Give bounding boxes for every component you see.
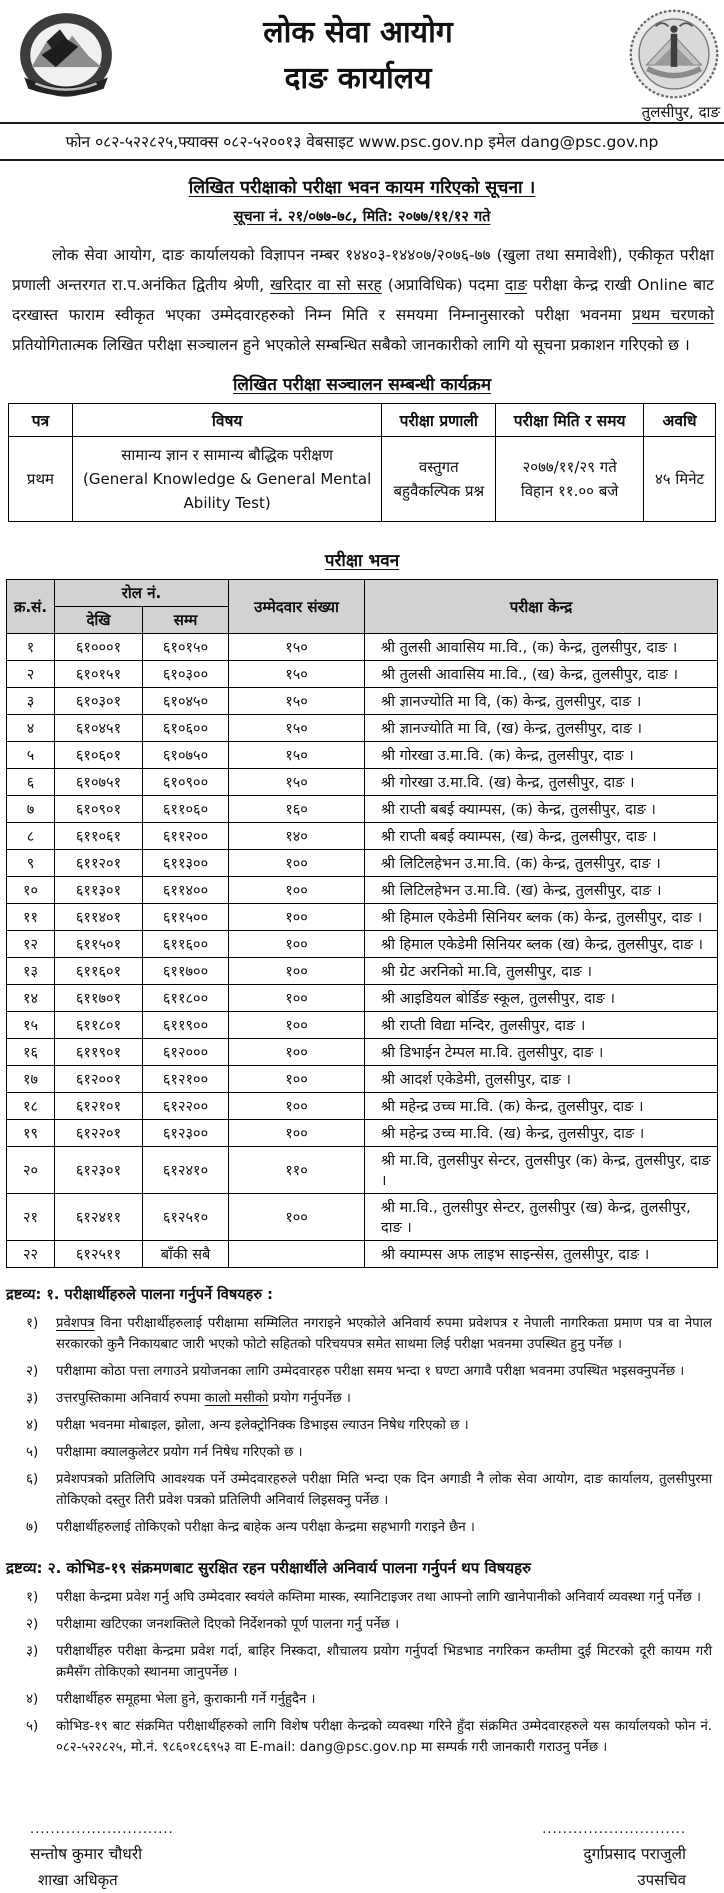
note-text [56, 1469, 716, 1511]
exam-center-cell: श्री हिमाल एकेडेमी सिनियर ब्लक (ख) केन्द्र, तुलसीपुर, दाङ । [365, 931, 718, 958]
serial-cell: १२ [7, 931, 55, 958]
exam-halls-table [6, 579, 718, 1268]
exam-center-cell: श्री तुलसी आवासिय मा.वि., (क) केन्द्र, तुलसीपुर, दाङ । [365, 634, 718, 661]
serial-cell: ८ [7, 823, 55, 850]
schedule-header-row [9, 404, 716, 437]
table-row [7, 715, 718, 742]
note-text [56, 1415, 716, 1436]
candidate-count-cell: १०० [229, 985, 365, 1012]
signatory-title: शाखा अधिकृत [38, 1871, 118, 1889]
roll-from-cell: ६११४०१ [55, 904, 143, 931]
signatory-name: सन्तोष कुमार चौधरी [30, 1845, 143, 1863]
roll-to-cell: ६११०६० [143, 796, 229, 823]
note-item [26, 1388, 716, 1409]
roll-from-cell: ६१०३०१ [55, 688, 143, 715]
note-text [56, 1716, 716, 1758]
table-row [7, 985, 718, 1012]
serial-cell: ४ [7, 715, 55, 742]
candidate-count-cell [229, 1241, 365, 1268]
serial-cell: ३ [7, 688, 55, 715]
header-titles [124, 8, 592, 98]
note-text [56, 1641, 716, 1683]
note-number: ३) [26, 1643, 39, 1659]
exam-center-cell: श्री ज्ञानज्योति मा वि, (ख) केन्द्र, तुलसीपुर, दाङ । [365, 715, 718, 742]
text-segment: परीक्षामा खटिएका जनशक्तिले दिएको निर्देशनको पूर्ण पालना गर्नु पर्नेछ । [56, 1617, 400, 1632]
roll-from-cell: ६११७०१ [55, 985, 143, 1012]
text-segment: परीक्षामा कोठा पत्ता लगाउने प्रयोजनका लागि उम्मेदवारहरु परीक्षा समय भन्दा १ घण्टा अगावै परीक्षा भवनमा उपस्थित भइसक्नुपर्नेछ । [56, 1364, 685, 1379]
exam-halls-section-title: परीक्षा भवन [324, 551, 400, 571]
roll-from-cell: ६१२३०१ [55, 1147, 143, 1194]
candidate-count-cell: १०० [229, 904, 365, 931]
exam-center-cell: श्री महेन्द्र उच्च मा.वि. (क) केन्द्र, तुलसीपुर, दाङ । [365, 1093, 718, 1120]
note-text [56, 1442, 716, 1463]
cell-subject [72, 437, 381, 522]
office-location: तुलसीपुर, दाङ [641, 103, 720, 121]
note-text [56, 1614, 716, 1635]
note-item [26, 1587, 716, 1608]
note-item [26, 1517, 716, 1538]
underlined-text: प्रवेशपत्र [56, 1316, 95, 1331]
serial-cell: १४ [7, 985, 55, 1012]
system-line1: वस्तुगत [418, 458, 459, 476]
roll-to-cell: ६१२५१० [143, 1194, 229, 1241]
signature-right [542, 1822, 686, 1893]
exam-center-cell: श्री ग्रेट अरनिको मा.वि, तुलसीपुर, दाङ । [365, 958, 718, 985]
note-item [26, 1313, 716, 1355]
text-segment: (अप्राविधिक) पदमा [381, 276, 505, 294]
date-line1: २०७७/११/२९ गते [522, 458, 617, 476]
roll-to-cell: ६११२०० [143, 823, 229, 850]
divider-bottom [0, 159, 724, 161]
table-row [7, 1066, 718, 1093]
exam-center-cell: श्री महेन्द्र उच्च मा.वि. (ख) केन्द्र, तुलसीपुर, दाङ । [365, 1120, 718, 1147]
text-segment: परीक्षार्थीहरु परीक्षा केन्द्रमा प्रवेश गर्दा, बाहिर निस्कदा, शौचालय प्रयोग गर्नुपर्दा भिडभाड नगरिकन कम्तीमा दुई मिटरको दूरी कायम गरी क्रमैसँग तोकिएको स्थानमा जानुपर्नेछ । [56, 1644, 712, 1680]
signature-dots: ............................ [30, 1822, 174, 1837]
notes2-heading: द्रष्टव्य: २. कोभिड-१९ संक्रमणबाट सुरक्षित रहन परीक्षार्थीले अनिवार्य पालना गर्नुपर्न थप विषयहरु [6, 1559, 532, 1577]
roll-from-cell: ६११९०१ [55, 1039, 143, 1066]
roll-from-cell: ६१०६०१ [55, 742, 143, 769]
note-text [56, 1361, 716, 1382]
text-segment: कोभिड-१९ बाट संक्रमित परीक्षार्थीहरुको लागि विशेष परीक्षा केन्द्रको व्यवस्था गरिने हुँदा संक्रमित उम्मेदवारहरुले यस कार्यालयको फोन नं. ०८२-५२२८२५, मो.नं. ९८६०१८६९५३ वा E-mail: dang@psc.gov.np मा सम्पर्क गरी जानकारी गराउनु पर्नेछ । [56, 1719, 712, 1755]
system-line2: बहुवैकल्पिक प्रश्न [393, 482, 485, 500]
schedule-section-title: लिखित परीक्षा सञ्चालन सम्बन्धी कार्यक्रम [233, 375, 491, 395]
table-row [7, 1241, 718, 1268]
table-row [7, 1012, 718, 1039]
roll-to-cell: ६१०४५० [143, 688, 229, 715]
text-segment: विना परीक्षार्थीहरुलाई परीक्षामा सम्मिलित नगराइने भएकोले अनिवार्य रुपमा प्रवेशपत्र र नेपाली नागरिकता प्रमाण पत्र वा नेपाल सरकारको कुनै निकायबाट जारी भएको फोटो सहितको परिचयपत्र समेत साथमा लिई परीक्षा भवनमा उपस्थित हुनु पर्नेछ । [56, 1316, 712, 1352]
exam-center-cell: श्री मा.वि., तुलसीपुर सेन्टर, तुलसीपुर (ख) केन्द्र, तुलसीपुर, दाङ । [365, 1194, 718, 1241]
notes1-heading: द्रष्टव्य: १. परीक्षार्थीहरुले पालना गर्नुपर्ने विषयहरु : [6, 1287, 273, 1303]
text-segment: उत्तरपुस्तिकामा अनिवार्य रुपमा [56, 1391, 205, 1406]
note-number: ३) [26, 1390, 39, 1406]
col-system: परीक्षा प्रणाली [382, 404, 496, 437]
text-segment: परीक्षामा क्यालकुलेटर प्रयोग गर्न निषेध गरिएको छ । [56, 1445, 303, 1460]
intro-paragraph [12, 240, 714, 360]
text-segment: परीक्षार्थीहरु समूहमा भेला हुने, कुराकानी गर्ने गर्नुहुदैन । [56, 1692, 316, 1707]
serial-cell: ७ [7, 796, 55, 823]
header [0, 0, 724, 122]
serial-cell: १५ [7, 1012, 55, 1039]
col-duration: अवधि [644, 404, 716, 437]
candidate-count-cell: १०० [229, 850, 365, 877]
note-item [26, 1641, 716, 1683]
roll-from-cell: ६११३०१ [55, 877, 143, 904]
notice-number-date: सूचना नं. २१/०७७-७८, मिति: २०७७/११/१२ गते [233, 209, 491, 225]
note-number: २) [26, 1363, 39, 1379]
table-row [7, 1147, 718, 1194]
text-segment: लोक सेवा आयोग, दाङ कार्यालयको विज्ञापन नम्बर १४४०३-१४४०७/२०७६-७७ (खुला तथा समावेशी), एकीकृत परीक्षा प्रणाली अन्तरगत रा.प.अनंकित द्वितीय श्रेणी, [12, 246, 714, 294]
signature-footer [30, 1822, 686, 1893]
note-number: १) [26, 1315, 39, 1331]
cell-system [382, 437, 496, 522]
note-item [26, 1415, 716, 1436]
exam-center-cell: श्री मा.वि, तुलसीपुर सेन्टर, तुलसीपुर (क) केन्द्र, तुलसीपुर, दाङ । [365, 1147, 718, 1194]
note-number: १) [26, 1589, 39, 1605]
roll-from-cell: ६१०१५१ [55, 661, 143, 688]
exam-center-cell: श्री गोरखा उ.मा.वि. (क) केन्द्र, तुलसीपुर, दाङ । [365, 742, 718, 769]
text-segment: परीक्षा केन्द्रमा प्रवेश गर्नु अघि उम्मेदवार स्वयंले कम्तिमा मास्क, स्यानिटाइजर तथा आफ्नो लागि खानेपानीको अनिवार्य व्यवस्था गर्नु पर्नेछ । [56, 1590, 702, 1605]
note-item [26, 1689, 716, 1710]
col-candidate-count: उम्मेदवार संख्या [229, 580, 365, 634]
table-row [7, 1039, 718, 1066]
underlined-text: खरिदार वा सो सरह [270, 276, 382, 294]
table-row [7, 1120, 718, 1147]
col-datetime: परीक्षा मिति र समय [496, 404, 644, 437]
exam-center-cell: श्री आइडियल बोर्डिङ स्कूल, तुलसीपुर, दाङ । [365, 985, 718, 1012]
table-row [7, 634, 718, 661]
candidate-count-cell: १५० [229, 661, 365, 688]
signatory-name: दुर्गाप्रसाद पराजुली [583, 1845, 686, 1863]
table-row [7, 931, 718, 958]
serial-cell: २१ [7, 1194, 55, 1241]
serial-cell: १८ [7, 1093, 55, 1120]
candidate-count-cell: १५० [229, 742, 365, 769]
note-number: ५) [26, 1444, 39, 1460]
candidate-count-cell: १५० [229, 769, 365, 796]
candidate-count-cell: १०० [229, 1012, 365, 1039]
nepal-coat-of-arms-icon [14, 8, 124, 114]
exam-center-cell: श्री आदर्श एकेडेमी, तुलसीपुर, दाङ । [365, 1066, 718, 1093]
table-row [7, 688, 718, 715]
roll-to-cell: ६११७०० [143, 958, 229, 985]
serial-cell: ६ [7, 769, 55, 796]
note-item [26, 1442, 716, 1463]
note-text [56, 1313, 716, 1355]
exam-center-cell: श्री ज्ञानज्योति मा वि, (क) केन्द्र, तुलसीपुर, दाङ । [365, 688, 718, 715]
exam-center-cell: श्री राप्ती बबई क्याम्पस, (ख) केन्द्र, तुलसीपुर, दाङ । [365, 823, 718, 850]
candidate-count-cell: १६० [229, 796, 365, 823]
subject-english: (General Knowledge & General Mental Ability Test) [83, 470, 372, 512]
note-item [26, 1361, 716, 1382]
col-subject: विषय [72, 404, 381, 437]
office-name: दाङ कार्यालय [284, 61, 432, 96]
cell-datetime [496, 437, 644, 522]
roll-to-cell: ६१२१०० [143, 1066, 229, 1093]
exam-center-cell: श्री डिभाईन टेम्पल मा.वि. तुलसीपुर, दाङ । [365, 1039, 718, 1066]
header-right [592, 8, 720, 122]
roll-to-cell: ६११४०० [143, 877, 229, 904]
serial-cell: ९ [7, 850, 55, 877]
note-text [56, 1517, 716, 1538]
text-segment: प्रवेशपत्रको प्रतिलिपि आवश्यक पर्ने उम्मेदवारहरुले परीक्षा मिति भन्दा एक दिन अगाडी नै लोक सेवा आयोग, दाङ कार्यालय, तुलसीपुरमा तोकिएको दस्तुर तिरी प्रवेश पत्रको प्रतिलिपी अनिवार्य लिइसक्नु पर्नेछ । [56, 1472, 712, 1508]
schedule-row [9, 437, 716, 522]
candidate-count-cell: १०० [229, 1066, 365, 1093]
roll-from-cell: ६११०६१ [55, 823, 143, 850]
exam-center-cell: श्री तुलसी आवासिय मा.वि., (ख) केन्द्र, तुलसीपुर, दाङ । [365, 661, 718, 688]
candidate-count-cell: ११० [229, 1147, 365, 1194]
table-row [7, 877, 718, 904]
underlined-text: प्रथम चरणको [632, 306, 714, 324]
col-paper: पत्र [9, 404, 73, 437]
candidate-count-cell: १५० [229, 634, 365, 661]
roll-to-cell: ६१०६०० [143, 715, 229, 742]
notice-title: लिखित परीक्षाको परीक्षा भवन कायम गरिएको सूचना । [188, 178, 536, 198]
roll-to-cell: ६१२४१० [143, 1147, 229, 1194]
exam-center-cell: श्री क्याम्पस अफ लाइभ साइन्सेस, तुलसीपुर, दाङ । [365, 1241, 718, 1268]
text-segment: परीक्षा केन्द्र राखी Online बाट दरखास्त फाराम स्वीकृत भएका उम्मेदवारहरुको निम्न मिति र समयमा निम्नानुसारको परीक्षा भवनमा [12, 276, 714, 324]
table-row [7, 904, 718, 931]
roll-to-cell: ६१०९०० [143, 769, 229, 796]
serial-cell: २ [7, 661, 55, 688]
roll-from-cell: ६१२००१ [55, 1066, 143, 1093]
table-row [7, 1194, 718, 1241]
roll-from-cell: ६१०४५१ [55, 715, 143, 742]
table-row [7, 823, 718, 850]
exam-center-cell: श्री हिमाल एकेडेमी सिनियर ब्लक (क) केन्द्र, तुलसीपुर, दाङ । [365, 904, 718, 931]
table-row [7, 796, 718, 823]
serial-cell: ५ [7, 742, 55, 769]
table-row [7, 661, 718, 688]
serial-cell: २२ [7, 1241, 55, 1268]
roll-to-cell: ६१२२०० [143, 1093, 229, 1120]
candidate-count-cell: १५० [229, 688, 365, 715]
candidate-count-cell: १०० [229, 877, 365, 904]
candidate-count-cell: १०० [229, 1093, 365, 1120]
serial-cell: १३ [7, 958, 55, 985]
roll-from-cell: ६१२२०१ [55, 1120, 143, 1147]
candidate-count-cell: १०० [229, 931, 365, 958]
note-item [26, 1469, 716, 1511]
serial-cell: १ [7, 634, 55, 661]
text-segment: प्रतियोगितात्मक लिखित परीक्षा सञ्चालन हुने भएकोले सम्बन्धित सबैको जानकारीको लागि यो सूचना प्रकाशन गरिएको छ । [12, 336, 690, 354]
note-number: ५) [26, 1718, 39, 1734]
candidate-count-cell: १०० [229, 1120, 365, 1147]
col-roll-from: देखि [55, 607, 143, 634]
roll-to-cell: ६११६०० [143, 931, 229, 958]
signatory-title: उपसचिव [637, 1871, 686, 1889]
serial-cell: १६ [7, 1039, 55, 1066]
col-roll: रोल नं. [55, 580, 229, 607]
note-item [26, 1614, 716, 1635]
subject-nepali: सामान्य ज्ञान र सामान्य बौद्धिक परीक्षण [121, 446, 334, 464]
col-exam-center: परीक्षा केन्द्र [365, 580, 718, 634]
exam-center-cell: श्री राप्ती विद्या मन्दिर, तुलसीपुर, दाङ । [365, 1012, 718, 1039]
exam-center-cell: श्री गोरखा उ.मा.वि. (ख) केन्द्र, तुलसीपुर, दाङ । [365, 769, 718, 796]
note-text [56, 1689, 716, 1710]
roll-to-cell: बाँकी सबै [143, 1241, 229, 1268]
serial-cell: १० [7, 877, 55, 904]
exam-halls-body [7, 634, 718, 1268]
exam-center-cell: श्री लिटिलहेभन उ.मा.वि. (क) केन्द्र, तुलसीपुर, दाङ । [365, 850, 718, 877]
date-line2: विहान ११.०० बजे [520, 482, 619, 500]
roll-to-cell: ६११९०० [143, 1012, 229, 1039]
candidate-count-cell: १०० [229, 958, 365, 985]
table-row [7, 769, 718, 796]
roll-from-cell: ६११८०१ [55, 1012, 143, 1039]
table-row [7, 850, 718, 877]
roll-to-cell: ६१०१५० [143, 634, 229, 661]
serial-cell: ११ [7, 904, 55, 931]
table-row [7, 1093, 718, 1120]
candidate-count-cell: १५० [229, 715, 365, 742]
roll-to-cell: ६१०७५० [143, 742, 229, 769]
roll-to-cell: ६१२३०० [143, 1120, 229, 1147]
roll-to-cell: ६११५०० [143, 904, 229, 931]
roll-from-cell: ६११६०१ [55, 958, 143, 985]
candidate-count-cell: १४० [229, 823, 365, 850]
roll-from-cell: ६१०७५१ [55, 769, 143, 796]
roll-from-cell: ६१०००१ [55, 634, 143, 661]
serial-cell: १७ [7, 1066, 55, 1093]
roll-from-cell: ६१०९०१ [55, 796, 143, 823]
note-text [56, 1388, 716, 1409]
roll-from-cell: ६१२१०१ [55, 1093, 143, 1120]
psc-seal-icon [628, 8, 720, 100]
roll-from-cell: ६१२५११ [55, 1241, 143, 1268]
note-number: ६) [26, 1471, 39, 1487]
underlined-text: कालो मसीको [204, 1391, 269, 1406]
roll-to-cell: ६१२००० [143, 1039, 229, 1066]
note-item [26, 1716, 716, 1758]
candidate-count-cell: १०० [229, 1039, 365, 1066]
notes2-list [26, 1587, 716, 1758]
exam-center-cell: श्री लिटिलहेभन उ.मा.वि. (ख) केन्द्र, तुलसीपुर, दाङ । [365, 877, 718, 904]
table-row [7, 958, 718, 985]
exam-center-cell: श्री राप्ती बबई क्याम्पस, (क) केन्द्र, तुलसीपुर, दाङ । [365, 796, 718, 823]
roll-to-cell: ६११३०० [143, 850, 229, 877]
col-roll-to: सम्म [143, 607, 229, 634]
note-number: ७) [26, 1519, 39, 1535]
note-text [56, 1587, 716, 1608]
roll-from-cell: ६१२४११ [55, 1194, 143, 1241]
candidate-count-cell: १०० [229, 1194, 365, 1241]
contact-line: फोन ०८२-५२२८२५,फ्याक्स ०८२-५२००१३ वेबसाइट www.psc.gov.np इमेल dang@psc.gov.np [65, 133, 659, 151]
roll-from-cell: ६११५०१ [55, 931, 143, 958]
schedule-table [8, 403, 716, 522]
signature-left [30, 1822, 174, 1893]
serial-cell: २० [7, 1147, 55, 1194]
halls-header-row-1 [7, 580, 718, 607]
notes1-list [26, 1313, 716, 1538]
note-number: ४) [26, 1691, 39, 1707]
table-row [7, 742, 718, 769]
roll-to-cell: ६११८०० [143, 985, 229, 1012]
serial-cell: १९ [7, 1120, 55, 1147]
cell-duration: ४५ मिनेट [644, 437, 716, 522]
cell-paper: प्रथम [9, 437, 73, 522]
col-serial: क्र.सं. [7, 580, 55, 634]
org-name: लोक सेवा आयोग [263, 15, 453, 50]
note-number: ४) [26, 1417, 39, 1433]
roll-from-cell: ६११२०१ [55, 850, 143, 877]
text-segment: परीक्षा भवनमा मोबाइल, झोला, अन्य इलेक्ट्रोनिक्क डिभाइस ल्याउन निषेध गरिएको छ । [56, 1418, 469, 1433]
text-segment: प्रयोग गर्नुपर्नेछ । [268, 1391, 351, 1406]
roll-to-cell: ६१०३०० [143, 661, 229, 688]
underlined-text: दाङ [504, 276, 528, 294]
signature-dots: ............................ [542, 1822, 686, 1837]
note-number: २) [26, 1616, 39, 1632]
text-segment: परीक्षार्थीहरुलाई तोकिएको परीक्षा केन्द्र बाहेक अन्य परीक्षा केन्द्रमा सहभागी गराइने छैन । [56, 1520, 475, 1535]
